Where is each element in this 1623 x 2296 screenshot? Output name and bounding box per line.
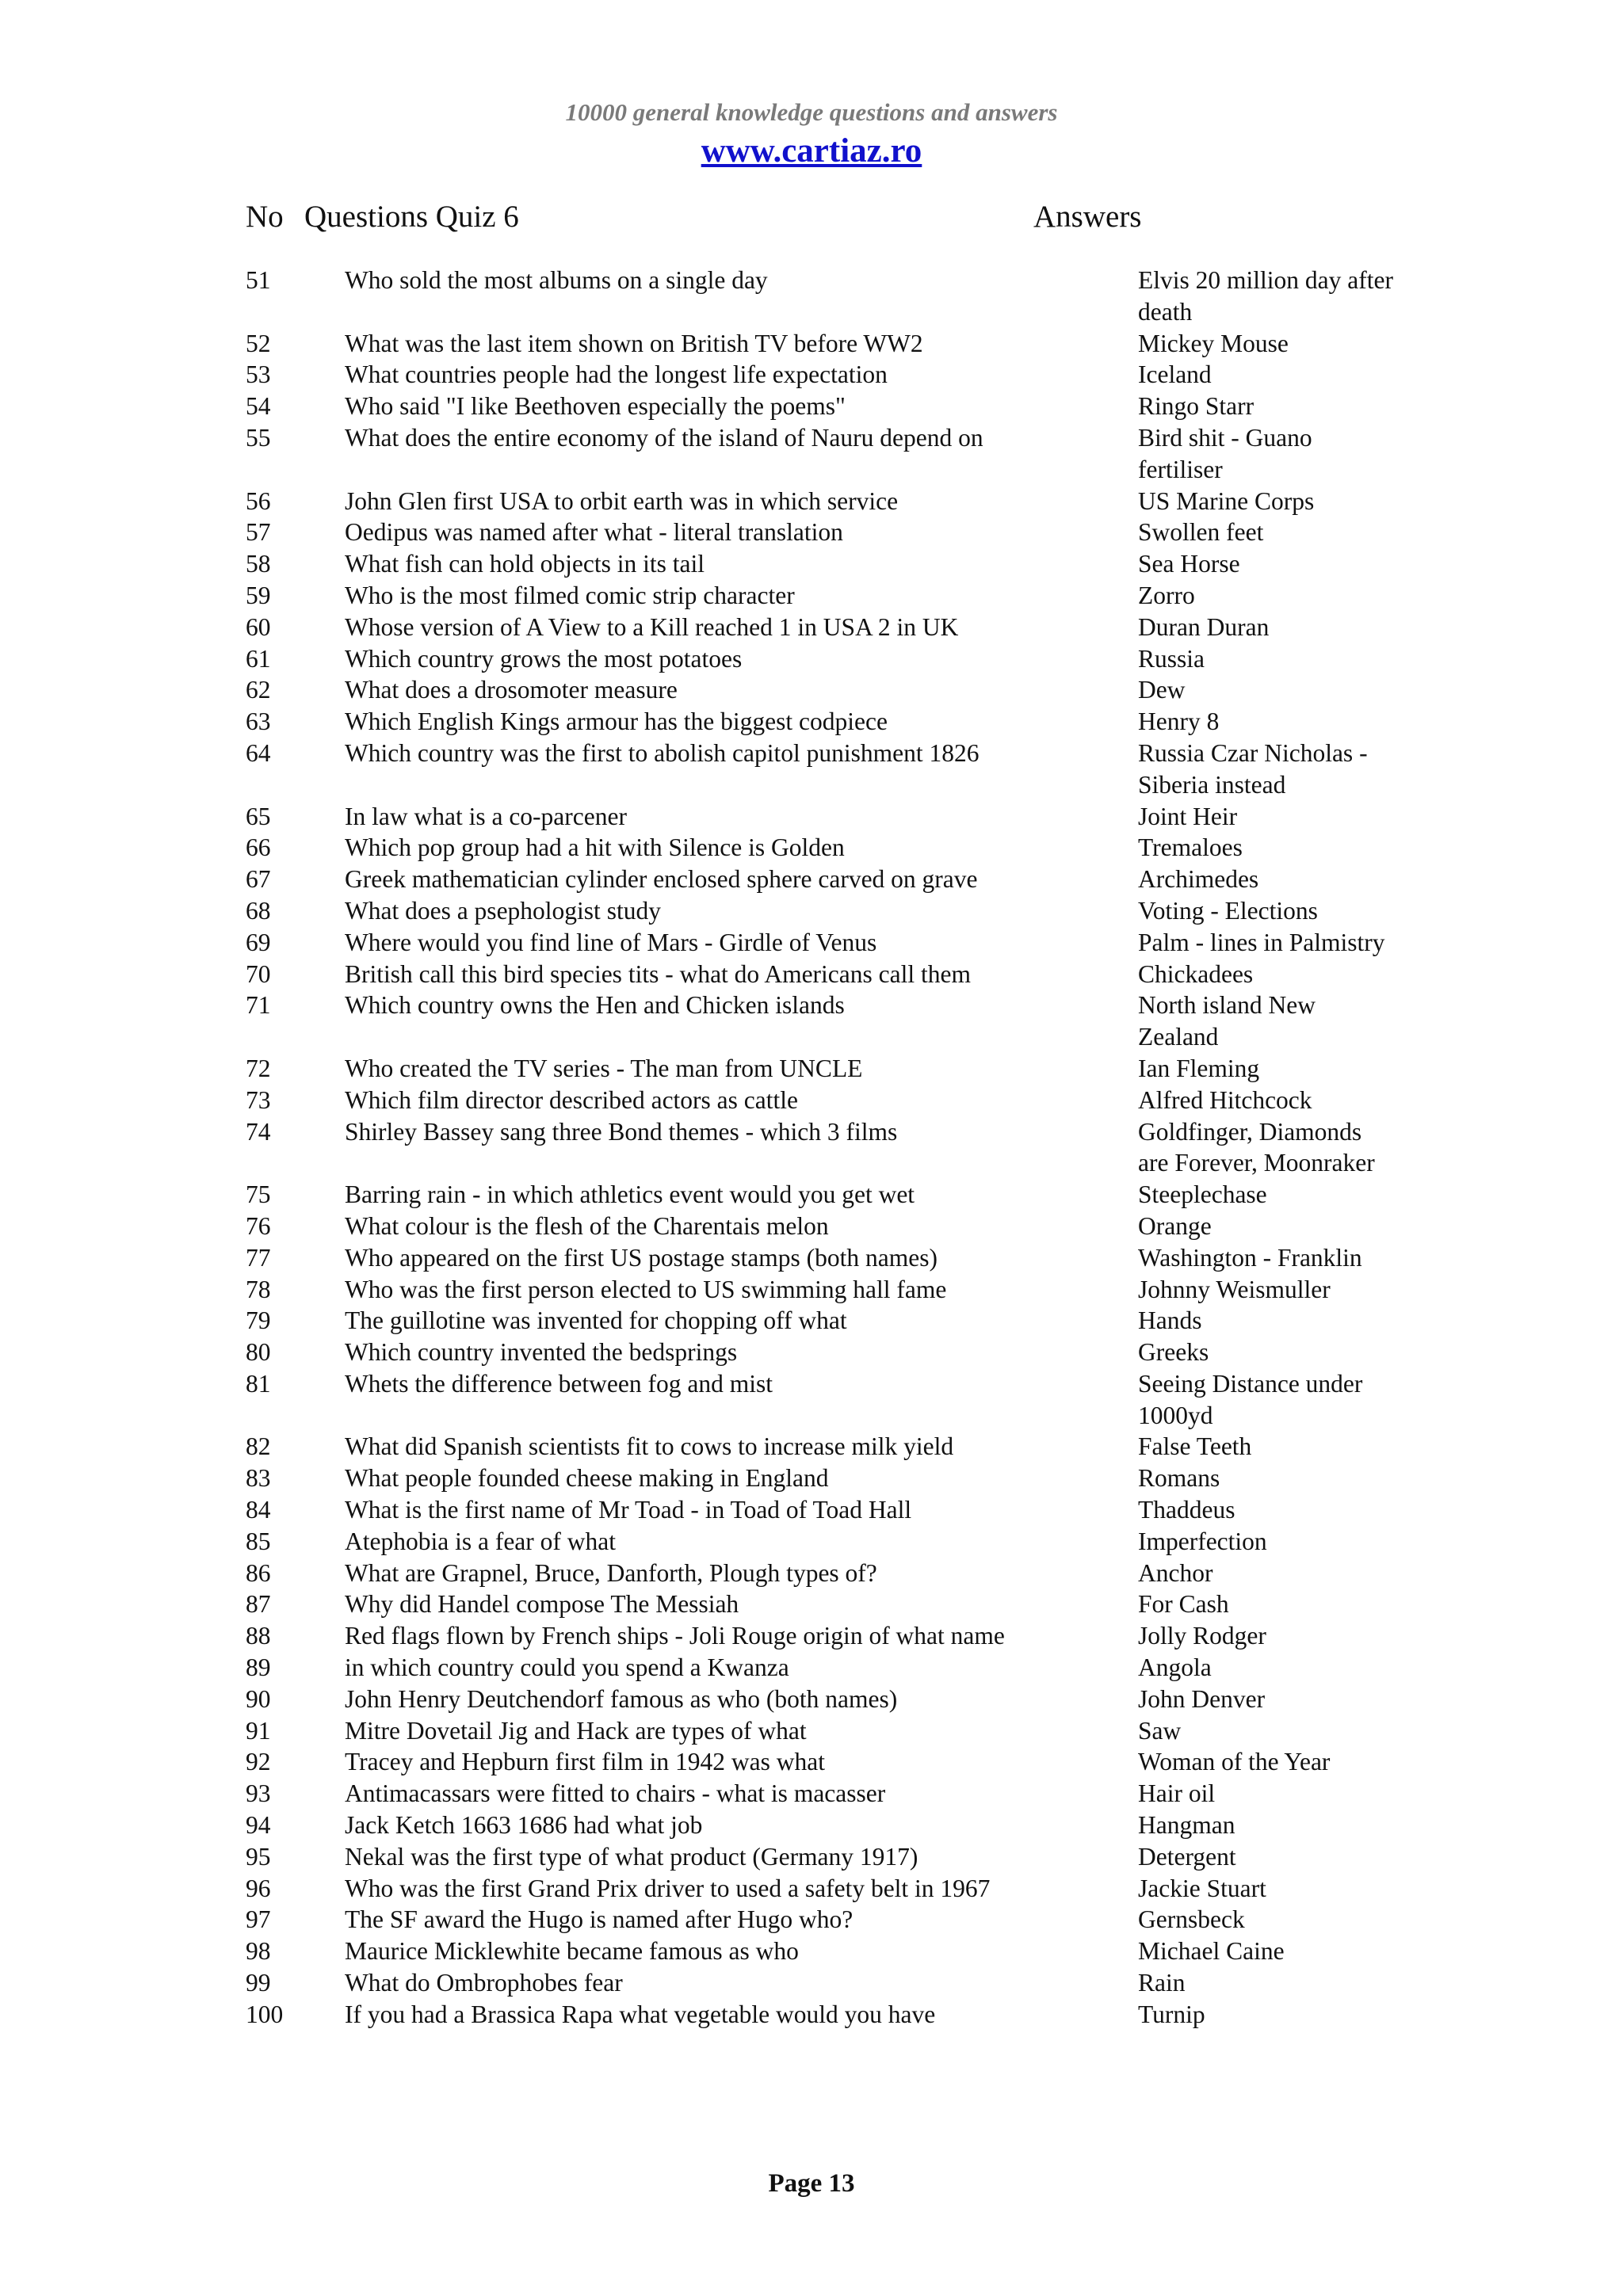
table-row [246,1999,1395,2031]
table-row [246,1841,1395,1873]
question-number: 92 [246,1748,271,1776]
answer-text: Saw [1138,1716,1182,1745]
answer-text: Zorro [1138,581,1195,609]
question-number: 53 [246,360,271,389]
question-number: 87 [246,1590,271,1619]
table-row [246,1684,1395,1715]
question-number: 99 [246,1969,271,1997]
table-row [246,1936,1395,1967]
question-number: 56 [246,486,271,515]
question-number: 83 [246,1464,271,1493]
question-text: What colour is the flesh of the Charentais melon [345,1211,829,1240]
answer-text: Duran Duran [1138,612,1270,641]
question-text: Where would you find line of Mars - Girdle of Venus [345,928,877,956]
answer-text: Chickadees [1138,959,1254,988]
answer-text: Alfred Hitchcock [1138,1085,1312,1114]
question-text: What do Ombrophobes fear [345,1969,623,1997]
question-text: What is the first name of Mr Toad - in Toad of Toad Hall [345,1496,912,1524]
question-text: Which country invented the bedsprings [345,1338,738,1367]
table-row [246,422,1395,486]
quiz-table [246,265,1395,2031]
table-row [246,895,1395,927]
website-link[interactable]: www.cartiaz.ro [701,132,922,170]
table-row [246,738,1395,801]
answer-text: Tremaloes [1138,833,1243,862]
table-row [246,328,1395,360]
question-text: Which country grows the most potatoes [345,644,743,673]
question-text: Who sold the most albums on a single day [345,266,768,294]
question-number: 84 [246,1496,271,1524]
answer-text: Goldfinger, Diamonds are Forever, Moonraker [1138,1117,1375,1177]
answer-text: Russia Czar Nicholas - Siberia instead [1138,738,1368,799]
table-row [246,1179,1395,1211]
question-text: If you had a Brassica Rapa what vegetable would you have [345,2000,936,2028]
answer-text: Angola [1138,1653,1212,1682]
table-row [246,801,1395,833]
question-text: Which country was the first to abolish capitol punishment 1826 [345,738,980,767]
table-row [246,1810,1395,1841]
question-text: Mitre Dovetail Jig and Hack are types of what [345,1716,807,1745]
question-number: 51 [246,266,271,294]
page-subtitle: 10000 general knowledge questions and answers [565,98,1058,126]
question-text: Antimacassars were fitted to chairs - what is macasser [345,1779,886,1808]
column-header-questions: Questions Quiz 6 [304,200,519,234]
answer-text: Washington - Franklin [1138,1243,1362,1272]
question-number: 82 [246,1432,271,1461]
answer-text: Michael Caine [1138,1937,1285,1966]
question-number: 81 [246,1369,271,1398]
table-row [246,548,1395,580]
question-text: Which film director described actors as cattle [345,1085,798,1114]
question-number: 54 [246,392,271,421]
question-text: Maurice Micklewhite became famous as who [345,1937,799,1966]
question-text: Barring rain - in which athletics event would you get wet [345,1180,915,1209]
answer-text: Greeks [1138,1338,1209,1367]
question-number: 74 [246,1117,271,1146]
table-row [246,1589,1395,1620]
quiz-table-body [246,265,1395,2031]
table-row [246,1526,1395,1558]
question-text: Which country owns the Hen and Chicken islands [345,991,845,1020]
question-number: 76 [246,1211,271,1240]
table-row [246,1053,1395,1085]
table-row [246,1778,1395,1810]
answer-text: Ian Fleming [1138,1054,1260,1082]
question-number: 79 [246,1306,271,1335]
question-number: 95 [246,1842,271,1871]
answer-text: Imperfection [1138,1527,1267,1555]
question-text: Greek mathematician cylinder enclosed sphere carved on grave [345,865,978,894]
question-number: 93 [246,1779,271,1808]
answer-text: Archimedes [1138,865,1259,894]
question-text: Which English Kings armour has the biggest codpiece [345,707,888,736]
table-row [246,927,1395,959]
question-text: What did Spanish scientists fit to cows to increase milk yield [345,1432,954,1461]
question-number: 86 [246,1558,271,1587]
table-row [246,1368,1395,1432]
question-text: What does a drosomoter measure [345,676,678,704]
answer-text: Hangman [1138,1811,1235,1840]
answer-text: Gernsbeck [1138,1905,1245,1934]
question-text: Oedipus was named after what - literal translation [345,518,843,547]
question-number: 77 [246,1243,271,1272]
question-number: 66 [246,833,271,862]
answer-text: Voting - Elections [1138,896,1318,925]
answer-text: Woman of the Year [1138,1748,1331,1776]
question-text: What does a psephologist study [345,896,661,925]
question-number: 85 [246,1527,271,1555]
page-number: Page 13 [768,2169,855,2198]
answer-text: Anchor [1138,1558,1213,1587]
answer-text: Ringo Starr [1138,392,1254,421]
question-text: Who was the first Grand Prix driver to used a safety belt in 1967 [345,1874,991,1902]
question-number: 80 [246,1338,271,1367]
table-row [246,580,1395,612]
question-text: Shirley Bassey sang three Bond themes - which 3 films [345,1117,898,1146]
question-number: 68 [246,896,271,925]
question-number: 78 [246,1275,271,1303]
question-text: British call this bird species tits - what do Americans call them [345,959,971,988]
table-row [246,1211,1395,1242]
question-text: Who said "I like Beethoven especially the poems" [345,392,846,421]
table-row [246,1873,1395,1905]
question-text: Red flags flown by French ships - Joli Rouge origin of what name [345,1622,1005,1650]
question-number: 62 [246,676,271,704]
question-number: 94 [246,1811,271,1840]
table-row [246,674,1395,706]
table-row [246,1242,1395,1274]
answer-text: Steeplechase [1138,1180,1267,1209]
answer-text: Hair oil [1138,1779,1216,1808]
question-text: Whets the difference between fog and mist [345,1369,773,1398]
question-number: 70 [246,959,271,988]
question-text: Who is the most filmed comic strip character [345,581,795,609]
table-row [246,1116,1395,1180]
table-row [246,1904,1395,1936]
answer-text: Iceland [1138,360,1212,389]
answer-text: Orange [1138,1211,1212,1240]
question-text: Jack Ketch 1663 1686 had what job [345,1811,703,1840]
question-text: Nekal was the first type of what product (Germany 1917) [345,1842,918,1871]
answer-text: North island New Zealand [1138,991,1316,1051]
table-row [246,1558,1395,1589]
question-text: John Glen first USA to orbit earth was in which service [345,486,899,515]
question-text: Who was the first person elected to US swimming hall fame [345,1275,947,1303]
table-row [246,517,1395,548]
answer-text: Seeing Distance under 1000yd [1138,1369,1363,1429]
answer-text: Rain [1138,1969,1186,1997]
answer-text: Dew [1138,676,1186,704]
answer-text: Romans [1138,1464,1220,1493]
question-text: The SF award the Hugo is named after Hugo who? [345,1905,854,1934]
question-number: 63 [246,707,271,736]
question-number: 75 [246,1180,271,1209]
answer-text: Jackie Stuart [1138,1874,1266,1902]
question-number: 90 [246,1684,271,1713]
answer-text: Turnip [1138,2000,1205,2028]
question-text: Who appeared on the first US postage stamps (both names) [345,1243,938,1272]
answer-text: For Cash [1138,1590,1229,1619]
question-text: Whose version of A View to a Kill reached 1 in USA 2 in UK [345,612,959,641]
question-number: 98 [246,1937,271,1966]
question-text: What fish can hold objects in its tail [345,550,705,578]
question-number: 89 [246,1653,271,1682]
table-row [246,1967,1395,1999]
question-number: 64 [246,738,271,767]
question-number: 67 [246,865,271,894]
answer-text: Johnny Weismuller [1138,1275,1331,1303]
answer-text: Swollen feet [1138,518,1264,547]
answer-text: US Marine Corps [1138,486,1315,515]
question-number: 88 [246,1622,271,1650]
answer-text: Bird shit - Guano fertiliser [1138,423,1312,483]
question-number: 69 [246,928,271,956]
table-row [246,1715,1395,1747]
table-row [246,391,1395,422]
question-number: 65 [246,802,271,830]
question-number: 59 [246,581,271,609]
answer-text: Mickey Mouse [1138,329,1289,357]
table-row [246,990,1395,1053]
question-text: Atephobia is a fear of what [345,1527,616,1555]
table-row [246,1652,1395,1684]
question-text: Which pop group had a hit with Silence is Golden [345,833,845,862]
table-row [246,359,1395,391]
table-row [246,1274,1395,1306]
table-row [246,706,1395,738]
question-number: 52 [246,329,271,357]
table-row [246,612,1395,643]
question-number: 72 [246,1054,271,1082]
question-text: Who created the TV series - The man from UNCLE [345,1054,863,1082]
table-row [246,265,1395,328]
answer-text: Thaddeus [1138,1496,1235,1524]
table-row [246,1431,1395,1463]
question-number: 73 [246,1085,271,1114]
answer-text: Sea Horse [1138,550,1240,578]
table-row [246,486,1395,517]
table-row [246,1463,1395,1494]
answer-text: Elvis 20 million day after death [1138,266,1393,326]
question-number: 55 [246,423,271,452]
column-header-answers: Answers [1033,200,1142,234]
answer-text: Detergent [1138,1842,1236,1871]
question-text: What countries people had the longest life expectation [345,360,888,389]
table-row [246,864,1395,895]
question-text: What are Grapnel, Bruce, Danforth, Plough types of? [345,1558,877,1587]
answer-text: Hands [1138,1306,1202,1335]
question-text: John Henry Deutchendorf famous as who (both names) [345,1684,898,1713]
column-header-no: No [246,200,284,234]
answer-text: False Teeth [1138,1432,1252,1461]
question-text: Why did Handel compose The Messiah [345,1590,739,1619]
question-text: What was the last item shown on British TV before WW2 [345,329,923,357]
question-text: The guillotine was invented for chopping off what [345,1306,847,1335]
table-row [246,1494,1395,1526]
table-row [246,1620,1395,1652]
question-text: What people founded cheese making in England [345,1464,829,1493]
answer-text: Joint Heir [1138,802,1238,830]
table-row [246,643,1395,675]
answer-text: Russia [1138,644,1205,673]
question-text: Tracey and Hepburn first film in 1942 was what [345,1748,825,1776]
question-number: 96 [246,1874,271,1902]
question-number: 100 [246,2000,284,2028]
question-text: What does the entire economy of the island of Nauru depend on [345,423,983,452]
answer-text: Palm - lines in Palmistry [1138,928,1385,956]
answer-text: Jolly Rodger [1138,1622,1266,1650]
table-row [246,1337,1395,1368]
question-number: 71 [246,991,271,1020]
table-row [246,1746,1395,1778]
question-text: in which country could you spend a Kwanza [345,1653,789,1682]
table-row [246,832,1395,864]
question-number: 57 [246,518,271,547]
answer-text: Henry 8 [1138,707,1220,736]
table-row [246,959,1395,990]
question-number: 58 [246,550,271,578]
question-text: In law what is a co-parcener [345,802,627,830]
question-number: 61 [246,644,271,673]
question-number: 91 [246,1716,271,1745]
question-number: 97 [246,1905,271,1934]
question-number: 60 [246,612,271,641]
answer-text: John Denver [1138,1684,1266,1713]
table-row [246,1085,1395,1116]
table-row [246,1305,1395,1337]
